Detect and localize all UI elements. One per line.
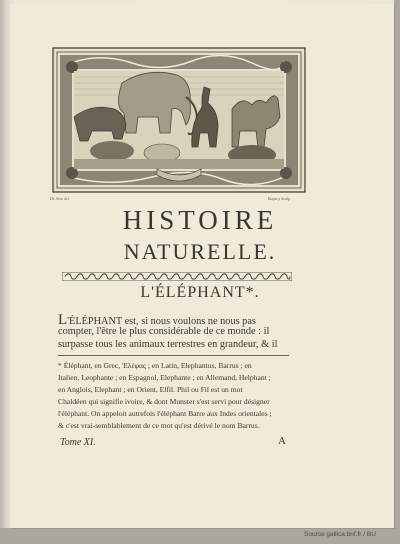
footnote-rule [58,355,289,356]
footnote-line-5: l'éléphant. On appeloit autrefois l'éléphant Barre aux Indes orientales ; [58,409,272,418]
footnote-line-1: * Éléphant, en Grec, Ἐλέφας ; en Latin, Elephantus, Barrus ; en [58,361,252,370]
footnote-line-6: & c'est vrai-semblablement de ce mot qu'est dérivé le nom Barrus. [58,421,260,430]
footnote-line-3: en Anglois, Elephant ; en Orient, Elfil. Phil ou Fil est un mot [58,385,243,394]
body-line-2: compter, l'être le plus considérable de ce monde : il [58,326,270,337]
title-line-1: HISTOIRE [122,205,278,235]
footnote-line-4: Chaldéen qui signifie ivoire, & dont Munster s'est servi pour désigner [58,397,270,406]
ornamental-band [62,268,292,277]
title-line-2: NATURELLE. [123,239,277,264]
engraver-credit-right: Baquoy Sculp. [268,196,292,201]
drop-cap: L [58,312,68,328]
engraved-vignette [52,47,306,193]
engraver-credit-left: De Seve del. [50,196,70,201]
signature-mark: A [278,435,286,447]
footnote-line-2: Italien, Leophante ; en Espagnol, Elephante ; en Allemand, Helphant ; [58,373,271,382]
source-credit: Source gallica.bnf.fr / BU [304,531,376,538]
tome-label: Tome XI. [60,437,96,448]
body-line-3: surpasse tous les animaux terrestres en grandeur, & il [58,339,278,350]
chapter-heading: L'ÉLÉPHANT*. [140,284,260,301]
body-line-1-text: 'ÉLÉPHANT est, si nous voulons ne nous pas [67,316,256,327]
